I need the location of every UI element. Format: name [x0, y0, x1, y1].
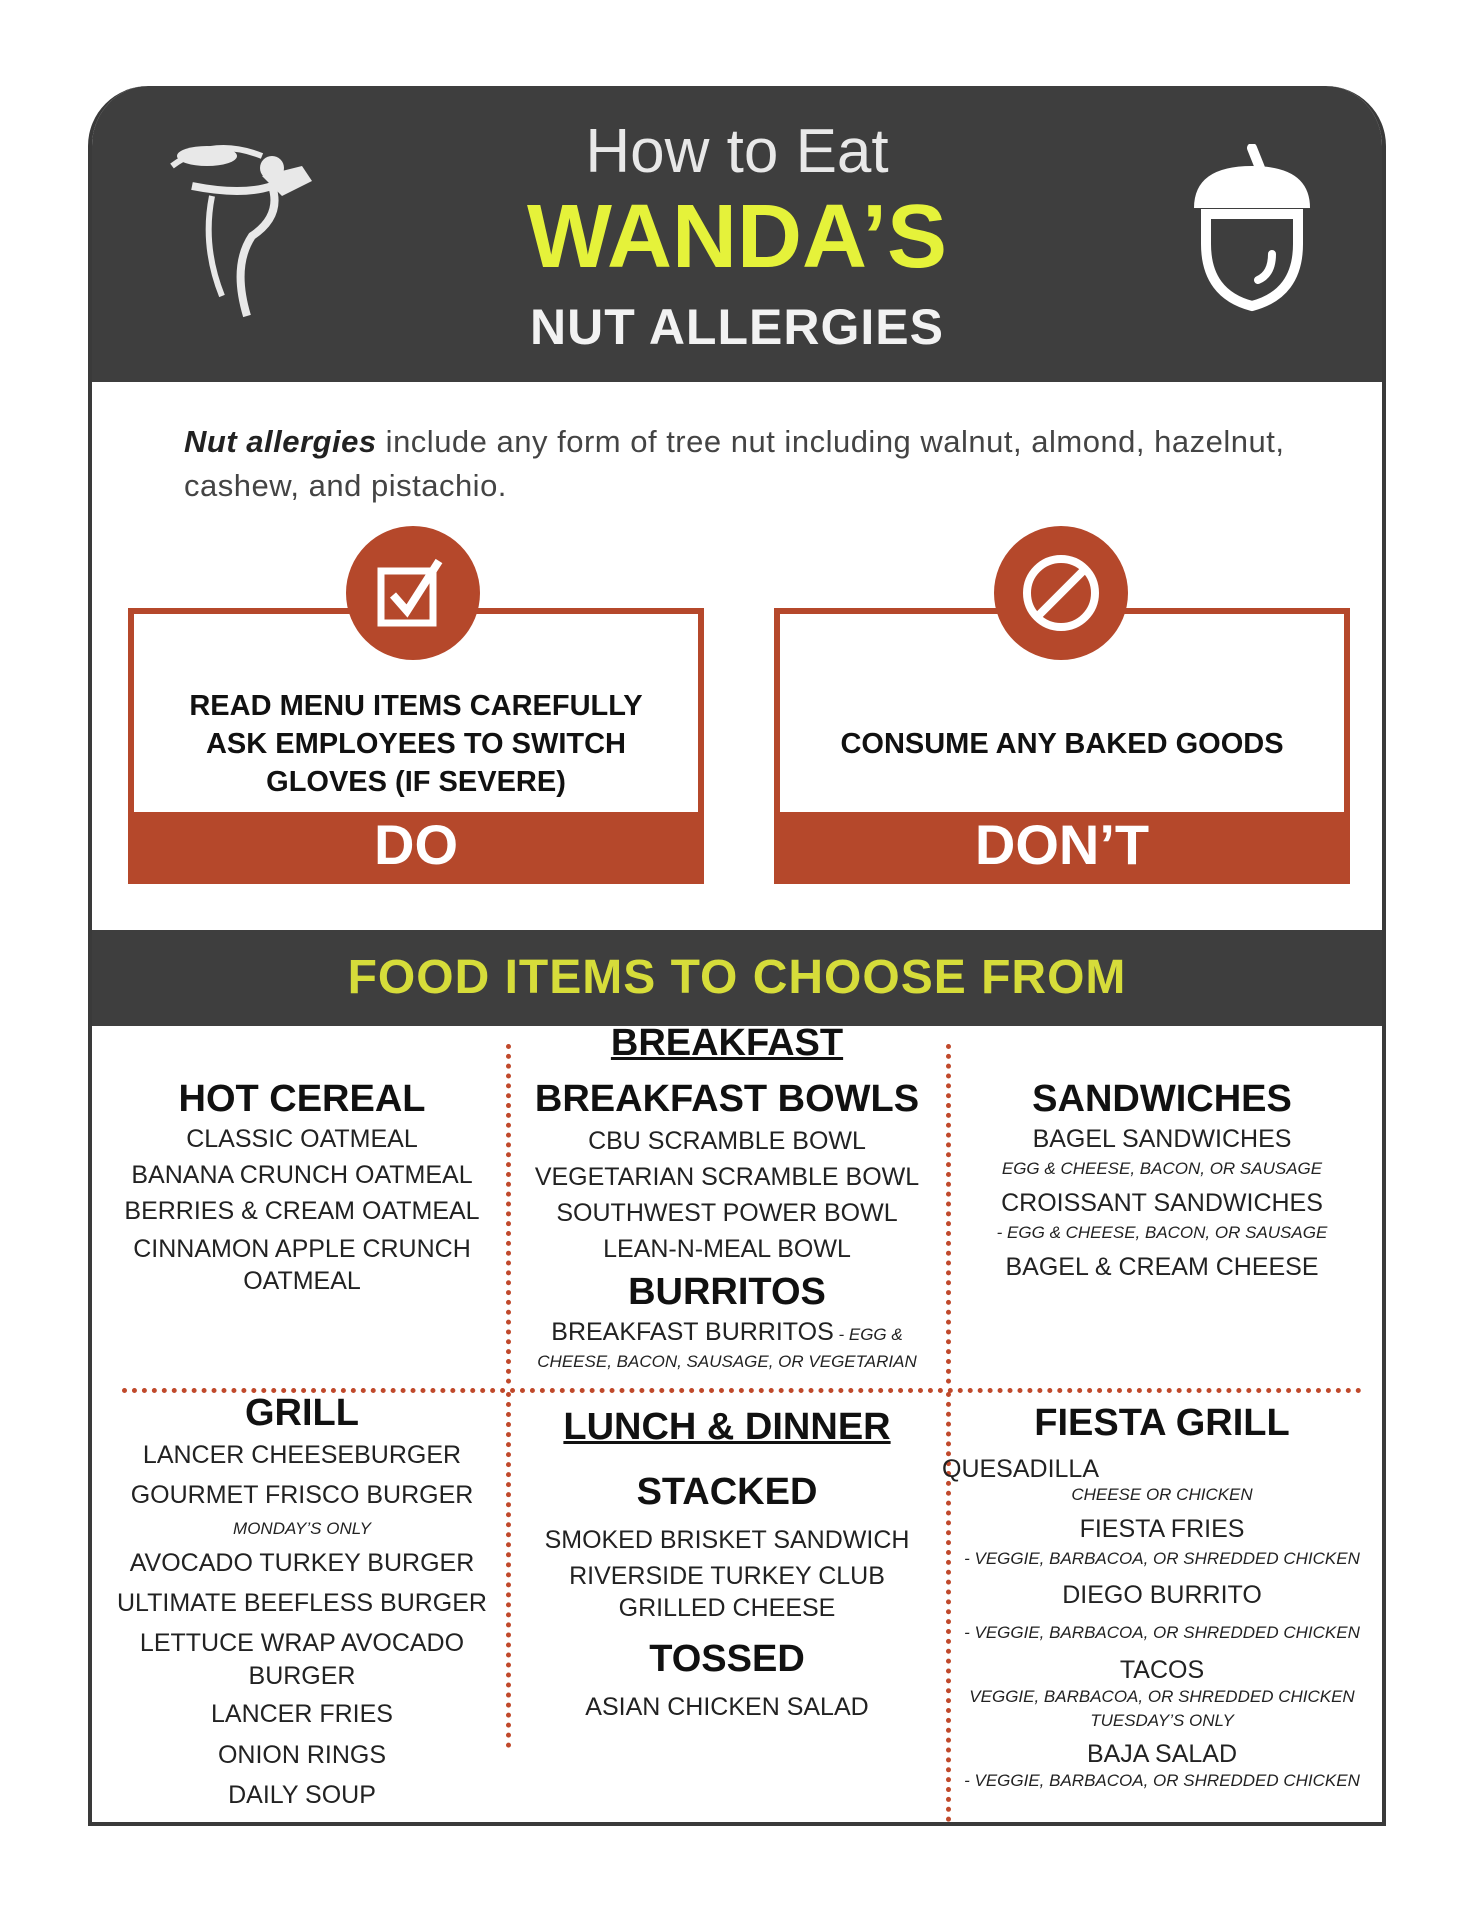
burrito-item: BREAKFAST BURRITOS	[551, 1318, 834, 1346]
fiesta-grill-section	[942, 1402, 1372, 1793]
list-item	[512, 1314, 942, 1350]
list-item: CROISSANT SANDWICHES	[1001, 1189, 1323, 1217]
grill-title: GRILL	[245, 1392, 359, 1434]
list-item: TACOS	[1119, 1656, 1205, 1684]
stacked-title: STACKED	[636, 1471, 818, 1513]
burrito-note: - EGG &	[833, 1325, 903, 1344]
dont-text: CONSUME ANY BAKED GOODS	[840, 728, 1284, 760]
item-note: - VEGGIE, BARBACOA, OR SHREDDED CHICKEN	[964, 1623, 1360, 1642]
list-item: DAILY SOUP	[228, 1781, 376, 1809]
intro-text	[184, 420, 1324, 508]
lunch-dinner-title: LUNCH & DINNER	[563, 1406, 891, 1448]
list-item: CBU SCRAMBLE BOWL	[588, 1127, 866, 1155]
do-line: READ MENU ITEMS CAREFULLY	[189, 690, 643, 722]
sandwiches-section	[952, 1078, 1372, 1285]
list-item: ULTIMATE BEEFLESS BURGER	[117, 1589, 487, 1617]
item-note: - VEGGIE, BARBACOA, OR SHREDDED CHICKEN	[964, 1549, 1360, 1568]
list-item: GOURMET FRISCO BURGER	[130, 1481, 474, 1509]
item-note: VEGGIE, BARBACOA, OR SHREDDED CHICKEN	[969, 1687, 1355, 1706]
sandwiches-title: SANDWICHES	[1032, 1078, 1292, 1120]
list-item: QUESADILLA	[942, 1455, 1100, 1483]
item-note: - EGG & CHEESE, BACON, OR SAUSAGE	[996, 1223, 1328, 1242]
list-item: BAGEL SANDWICHES	[1032, 1125, 1292, 1153]
list-item: AVOCADO TURKEY BURGER	[129, 1549, 475, 1577]
hot-cereal-section	[112, 1078, 492, 1295]
hot-cereal-title: HOT CEREAL	[178, 1078, 426, 1120]
list-item: ASIAN CHICKEN SALAD	[585, 1693, 869, 1721]
divider	[946, 1044, 951, 1384]
list-item: OATMEAL	[243, 1267, 361, 1295]
item-note: - VEGGIE, BARBACOA, OR SHREDDED CHICKEN	[964, 1771, 1360, 1790]
list-item: SMOKED BRISKET SANDWICH	[544, 1526, 910, 1554]
list-item: VEGETARIAN SCRAMBLE BOWL	[534, 1163, 920, 1191]
list-item: BAJA SALAD	[1086, 1740, 1238, 1768]
header-topic: NUT ALLERGIES	[530, 299, 944, 355]
list-item: LEAN-N-MEAL BOWL	[603, 1235, 851, 1263]
intro-rest: include any form of tree nut including walnut, almond, hazelnut, cashew, and pistachio.	[184, 424, 1285, 503]
fiesta-title: FIESTA GRILL	[1034, 1402, 1290, 1444]
item-note: TUESDAY’S ONLY	[1090, 1711, 1234, 1730]
list-item: BERRIES & CREAM OATMEAL	[124, 1197, 480, 1225]
do-label: DO	[134, 812, 698, 878]
breakfast-heading: BREAKFAST	[610, 1022, 844, 1064]
checkbox-icon	[346, 526, 480, 660]
burrito-note: CHEESE, BACON, SAUSAGE, OR VEGETARIAN	[537, 1352, 917, 1371]
do-text	[144, 674, 688, 814]
lunch-dinner-section	[512, 1406, 942, 1725]
food-items-banner: FOOD ITEMS TO CHOOSE FROM	[92, 930, 1382, 1026]
list-item: CLASSIC OATMEAL	[186, 1125, 418, 1153]
brand-title: WANDA’S	[526, 187, 948, 287]
tossed-title: TOSSED	[649, 1638, 805, 1680]
acorn-icon	[1182, 144, 1322, 319]
breakfast-bowls-section	[512, 1078, 942, 1374]
list-item: FIESTA FRIES	[1079, 1515, 1245, 1543]
burritos-title: BURRITOS	[628, 1271, 826, 1313]
list-item: BAGEL & CREAM CHEESE	[1005, 1253, 1319, 1281]
list-item: LANCER FRIES	[211, 1700, 393, 1728]
do-line: ASK EMPLOYEES TO SWITCH	[205, 728, 626, 760]
list-item: BANANA CRUNCH OATMEAL	[131, 1161, 473, 1189]
prohibited-icon	[994, 526, 1128, 660]
list-item: LETTUCE WRAP AVOCADO	[139, 1629, 465, 1657]
list-item: RIVERSIDE TURKEY CLUB	[569, 1562, 885, 1590]
item-note: MONDAY’S ONLY	[233, 1519, 371, 1538]
item-note: CHEESE OR CHICKEN	[1071, 1485, 1253, 1504]
list-item: ONION RINGS	[217, 1741, 387, 1769]
list-item: SOUTHWEST POWER BOWL	[556, 1199, 898, 1227]
bowls-title: BREAKFAST BOWLS	[534, 1078, 920, 1120]
header-how-to: How to Eat	[585, 117, 889, 186]
list-item: CINNAMON APPLE CRUNCH	[133, 1235, 471, 1263]
do-line: GLOVES (IF SEVERE)	[266, 766, 566, 798]
item-note: EGG & CHEESE, BACON, OR SAUSAGE	[1001, 1159, 1323, 1178]
header-banner	[92, 86, 1382, 382]
list-item: BURGER	[248, 1662, 356, 1690]
list-item: GRILLED CHEESE	[618, 1594, 836, 1622]
dont-label: DON’T	[780, 812, 1344, 878]
list-item: LANCER CHEESEBURGER	[142, 1441, 462, 1469]
list-item: DIEGO BURRITO	[1062, 1581, 1262, 1609]
allergy-card	[88, 86, 1386, 1826]
divider	[506, 1392, 511, 1748]
intro-bold: Nut allergies	[184, 424, 377, 459]
grill-section	[112, 1392, 492, 1815]
divider	[506, 1044, 511, 1384]
